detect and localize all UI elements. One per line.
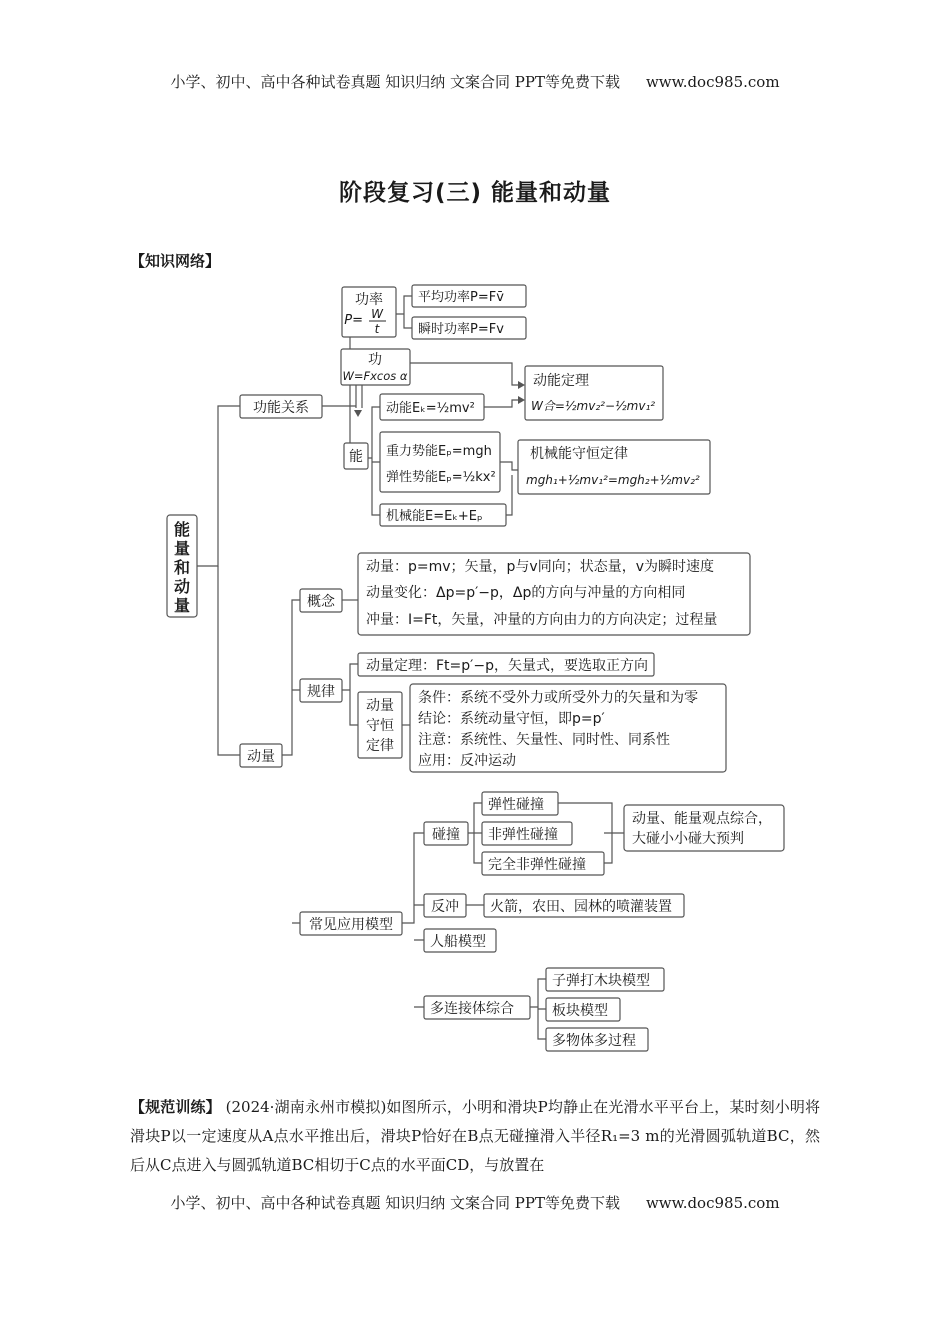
problem-text: (2024·湖南永州市模拟)如图所示，小明和滑块P均静止在光滑水平平台上，某时刻小明将滑块P以一定速度从A点水平推出后，滑块P恰好在B点无碰撞滑入半径R₁=3 m的光滑圆弧轨道BC，然后从C点进入与圆弧轨道BC相切于C点的水平面CD，与放置在: [130, 1098, 820, 1174]
root-label: [174, 520, 190, 615]
root-char: 和: [173, 558, 191, 577]
root-char: 能: [173, 520, 191, 539]
node-gongneng-label: 功能关系: [253, 400, 309, 416]
ke-theorem-label: 动能定理: [533, 373, 589, 389]
node-changjian-label: 常见应用模型: [309, 917, 393, 933]
header-url[interactable]: www.doc985.com: [645, 73, 780, 91]
elastic-pe-label: 弹性势能Eₚ=½kx²: [386, 470, 496, 485]
bullet-label: 子弹打木块模型: [552, 973, 650, 989]
page-title: 阶段复习(三) 能量和动量: [338, 180, 612, 206]
conservation-char: 动量: [366, 698, 394, 714]
mech-cons-label: 机械能守恒定律: [530, 446, 628, 462]
mech-cons-formula: mgh₁+½mv₁²=mgh₂+½mv₂²: [526, 473, 700, 487]
collision-note-1: 动量、能量观点综合，: [632, 811, 772, 827]
multi-label: 多物体多过程: [552, 1033, 636, 1049]
avg-power-label: 平均功率P=Fv̄: [418, 290, 504, 305]
section-label: 【知识网络】: [130, 252, 221, 270]
gravity-pe-label: 重力势能Eₚ=mgh: [386, 444, 492, 459]
node-gong-label: 功: [368, 352, 382, 368]
root-char: 量: [173, 596, 191, 615]
duolianjie-label: 多连接体综合: [430, 1001, 514, 1017]
page-footer: [0, 1192, 950, 1213]
node-gainian-label: 概念: [307, 594, 335, 610]
root-char: 量: [173, 539, 191, 558]
node-neng-label: 能: [349, 449, 363, 465]
conservation-line-4: 应用：反冲运动: [418, 753, 516, 769]
ke-theorem-formula: W合=½mv₂²−½mv₁²: [531, 399, 656, 413]
conservation-char: 守恒: [366, 718, 394, 734]
node-pengzhuang-label: 碰撞: [432, 827, 460, 843]
problem-paragraph: [130, 1093, 820, 1180]
collision-note-2: 大碰小小碰大预判: [632, 831, 744, 847]
gong-formula: W=Fxcos α: [342, 369, 408, 383]
concept-line-1: 动量：p=mv；矢量，p与v同向；状态量，v为瞬时速度: [366, 559, 714, 575]
mech-energy-label: 机械能E=Eₖ+Eₚ: [386, 509, 483, 524]
inelastic-col-label: 非弹性碰撞: [488, 827, 558, 843]
momentum-theorem-label: 动量定理：Ft=p′−p，矢量式，要选取正方向: [366, 658, 648, 674]
conservation-line-3: 注意：系统性、矢量性、同时性、同系性: [418, 732, 670, 748]
concept-line-3: 冲量：I=Ft，矢量，冲量的方向由力的方向决定；过程量: [366, 612, 718, 628]
problem-tag: 【规范训练】: [130, 1098, 221, 1116]
perfect-inelastic-label: 完全非弹性碰撞: [488, 857, 586, 873]
gonglv-formula: P=: [344, 313, 363, 328]
gonglv-denominator: t: [374, 322, 380, 336]
kinetic-label: 动能Eₖ=½mv²: [386, 401, 475, 416]
renchuan-label: 人船模型: [430, 934, 486, 950]
node-guilv-label: 规律: [307, 684, 335, 700]
footer-text: 小学、初中、高中各种试卷真题 知识归纳 文案合同 PPT等免费下载: [170, 1194, 620, 1212]
gonglv-numerator: W: [371, 307, 383, 321]
conservation-line-1: 条件：系统不受外力或所受外力的矢量和为零: [418, 690, 698, 706]
root-char: 动: [173, 577, 191, 596]
header-text: 小学、初中、高中各种试卷真题 知识归纳 文案合同 PPT等免费下载: [170, 73, 620, 91]
plank-label: 板块模型: [552, 1003, 608, 1019]
conservation-char: 定律: [366, 738, 394, 754]
node-fanchong-label: 反冲: [431, 899, 459, 915]
elastic-col-label: 弹性碰撞: [488, 797, 544, 813]
conservation-line-2: 结论：系统动量守恒，即p=p′: [418, 711, 605, 727]
node-dongliang-label: 动量: [247, 749, 275, 765]
inst-power-label: 瞬时功率P=Fv: [418, 322, 504, 337]
fanchong-ex-label: 火箭，农田、园林的喷灌装置: [490, 899, 672, 915]
concept-line-2: 动量变化：Δp=p′−p，Δp的方向与冲量的方向相同: [366, 585, 686, 601]
footer-url[interactable]: www.doc985.com: [645, 1194, 780, 1212]
node-gonglv-label: 功率: [355, 292, 383, 308]
